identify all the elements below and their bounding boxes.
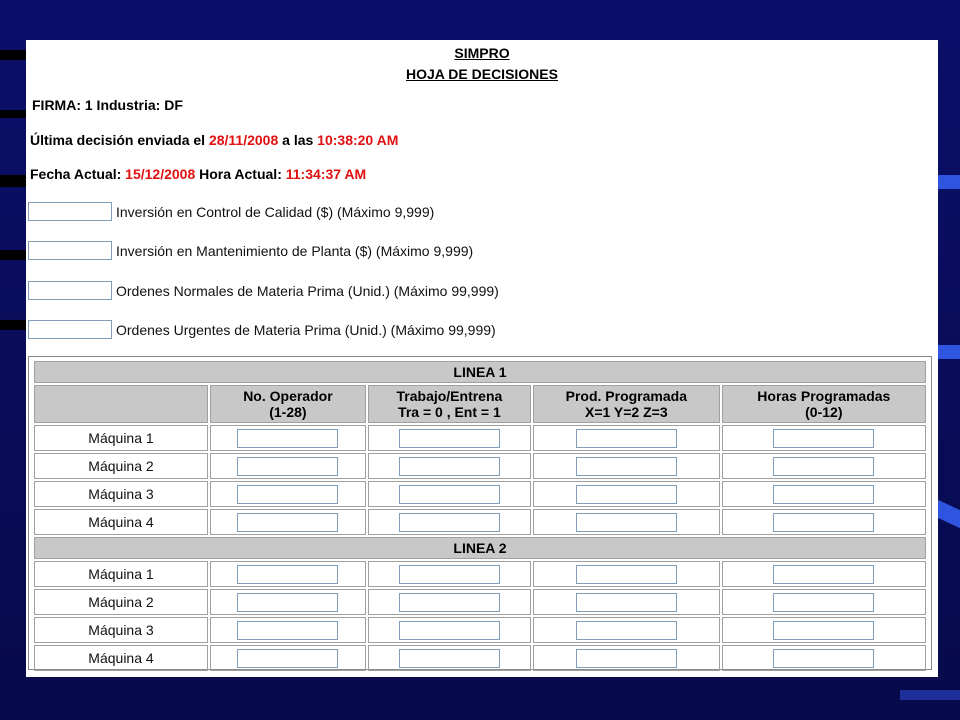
linea-1-header: LINEA 1 <box>34 361 926 383</box>
quality-investment-input[interactable] <box>28 202 112 221</box>
operador-input[interactable] <box>237 621 338 640</box>
col-header-line2: X=1 Y=2 Z=3 <box>584 404 668 420</box>
col-header-line2: (0-12) <box>805 404 843 420</box>
bg-stripe <box>938 500 960 528</box>
cell <box>533 453 720 479</box>
urgent-orders-input[interactable] <box>28 320 112 339</box>
horas-input[interactable] <box>773 457 874 476</box>
last-decision-date: 28/11/2008 <box>208 132 279 148</box>
machine-label: Máquina 3 <box>34 617 208 643</box>
operador-input[interactable] <box>237 593 338 612</box>
cell <box>722 425 926 451</box>
cell <box>533 561 720 587</box>
cell <box>722 509 926 535</box>
urgent-orders-row <box>28 320 496 339</box>
trabajo-input[interactable] <box>399 649 500 668</box>
current-time-value: 11:34:37 AM <box>285 166 367 182</box>
page-title: SIMPRO <box>454 45 510 61</box>
last-decision-middle: a las <box>278 132 318 148</box>
machine-label: Máquina 2 <box>34 589 208 615</box>
cell <box>210 453 366 479</box>
linea-header-row <box>34 537 926 559</box>
machine-label: Máquina 2 <box>34 453 208 479</box>
machine-label: Máquina 1 <box>34 561 208 587</box>
horas-input[interactable] <box>773 593 874 612</box>
col-header-line2: Tra = 0 , Ent = 1 <box>398 404 501 420</box>
cell <box>210 589 366 615</box>
col-operador-header <box>210 385 366 423</box>
maintenance-investment-row <box>28 241 473 260</box>
last-decision-line <box>30 132 398 148</box>
operador-input[interactable] <box>237 513 338 532</box>
horas-input[interactable] <box>773 485 874 504</box>
machine-label: Máquina 1 <box>34 425 208 451</box>
horas-input[interactable] <box>773 429 874 448</box>
machine-label: Máquina 4 <box>34 645 208 671</box>
bg-stripe <box>0 320 28 330</box>
table-row <box>34 645 926 671</box>
produccion-input[interactable] <box>576 649 677 668</box>
cell <box>368 561 531 587</box>
trabajo-input[interactable] <box>399 513 500 532</box>
current-time-label: Hora Actual: <box>195 166 286 182</box>
firma-line: FIRMA: 1 Industria: DF <box>32 97 183 113</box>
empty-header <box>34 385 208 423</box>
table-row <box>34 509 926 535</box>
table-row <box>34 453 926 479</box>
maintenance-investment-input[interactable] <box>28 241 112 260</box>
produccion-input[interactable] <box>576 593 677 612</box>
bg-stripe <box>0 175 28 187</box>
quality-investment-row <box>28 202 434 221</box>
linea-header-row <box>34 361 926 383</box>
cell <box>368 617 531 643</box>
produccion-input[interactable] <box>576 565 677 584</box>
col-header-line1: Prod. Programada <box>565 388 687 404</box>
produccion-input[interactable] <box>576 457 677 476</box>
cell <box>368 645 531 671</box>
cell <box>368 481 531 507</box>
cell <box>722 481 926 507</box>
bg-stripe <box>938 345 960 359</box>
horas-input[interactable] <box>773 513 874 532</box>
operador-input[interactable] <box>237 565 338 584</box>
decisions-table <box>32 359 928 673</box>
cell <box>210 561 366 587</box>
col-header-line2: (1-28) <box>269 404 307 420</box>
cell <box>533 481 720 507</box>
decisions-table-wrapper <box>28 356 932 670</box>
cell <box>533 509 720 535</box>
produccion-input[interactable] <box>576 513 677 532</box>
bg-stripe <box>0 110 28 118</box>
cell <box>722 645 926 671</box>
quality-investment-label: Inversión en Control de Calidad ($) (Máximo 9,999) <box>116 203 435 220</box>
cell <box>368 453 531 479</box>
trabajo-input[interactable] <box>399 593 500 612</box>
table-row <box>34 425 926 451</box>
trabajo-input[interactable] <box>399 429 500 448</box>
page-subtitle: HOJA DE DECISIONES <box>406 66 558 82</box>
col-horas-header <box>722 385 926 423</box>
trabajo-input[interactable] <box>399 457 500 476</box>
urgent-orders-label: Ordenes Urgentes de Materia Prima (Unid.) (Máximo 99,999) <box>116 321 496 338</box>
cell <box>368 509 531 535</box>
current-date-value: 15/12/2008 <box>125 166 196 182</box>
table-row <box>34 561 926 587</box>
machine-label: Máquina 3 <box>34 481 208 507</box>
produccion-input[interactable] <box>576 485 677 504</box>
operador-input[interactable] <box>237 649 338 668</box>
cell <box>533 645 720 671</box>
last-decision-time: 10:38:20 AM <box>317 132 399 148</box>
cell <box>533 589 720 615</box>
cell <box>210 481 366 507</box>
operador-input[interactable] <box>237 457 338 476</box>
trabajo-input[interactable] <box>399 565 500 584</box>
normal-orders-label: Ordenes Normales de Materia Prima (Unid.) (Máximo 99,999) <box>116 282 499 299</box>
col-produccion-header <box>533 385 720 423</box>
trabajo-input[interactable] <box>399 485 500 504</box>
horas-input[interactable] <box>773 649 874 668</box>
col-header-line1: Trabajo/Entrena <box>396 388 503 404</box>
cell <box>210 509 366 535</box>
cell <box>210 617 366 643</box>
decision-sheet <box>26 40 938 677</box>
normal-orders-row <box>28 281 499 300</box>
normal-orders-input[interactable] <box>28 281 112 300</box>
col-trabajo-header <box>368 385 531 423</box>
produccion-input[interactable] <box>576 621 677 640</box>
bg-stripe <box>0 250 28 260</box>
horas-input[interactable] <box>773 565 874 584</box>
col-header-line1: No. Operador <box>243 388 333 404</box>
bg-stripe <box>0 50 28 60</box>
trabajo-input[interactable] <box>399 621 500 640</box>
linea-2-header: LINEA 2 <box>34 537 926 559</box>
cell <box>210 645 366 671</box>
last-decision-prefix: Última decisión enviada el <box>30 132 209 148</box>
machine-label: Máquina 4 <box>34 509 208 535</box>
cell <box>368 425 531 451</box>
produccion-input[interactable] <box>576 429 677 448</box>
bg-stripe <box>938 175 960 189</box>
cell <box>368 589 531 615</box>
current-date-line <box>30 166 366 182</box>
operador-input[interactable] <box>237 485 338 504</box>
cell <box>210 425 366 451</box>
table-row <box>34 617 926 643</box>
horas-input[interactable] <box>773 621 874 640</box>
table-row <box>34 589 926 615</box>
table-row <box>34 481 926 507</box>
cell <box>722 589 926 615</box>
bg-stripe <box>900 690 960 700</box>
column-header-row <box>34 385 926 423</box>
cell <box>533 425 720 451</box>
current-date-label: Fecha Actual: <box>30 166 126 182</box>
cell <box>722 617 926 643</box>
cell <box>722 561 926 587</box>
maintenance-investment-label: Inversión en Mantenimiento de Planta ($) (Máximo 9,999) <box>116 242 474 259</box>
cell <box>533 617 720 643</box>
col-header-line1: Horas Programadas <box>757 388 891 404</box>
cell <box>722 453 926 479</box>
operador-input[interactable] <box>237 429 338 448</box>
